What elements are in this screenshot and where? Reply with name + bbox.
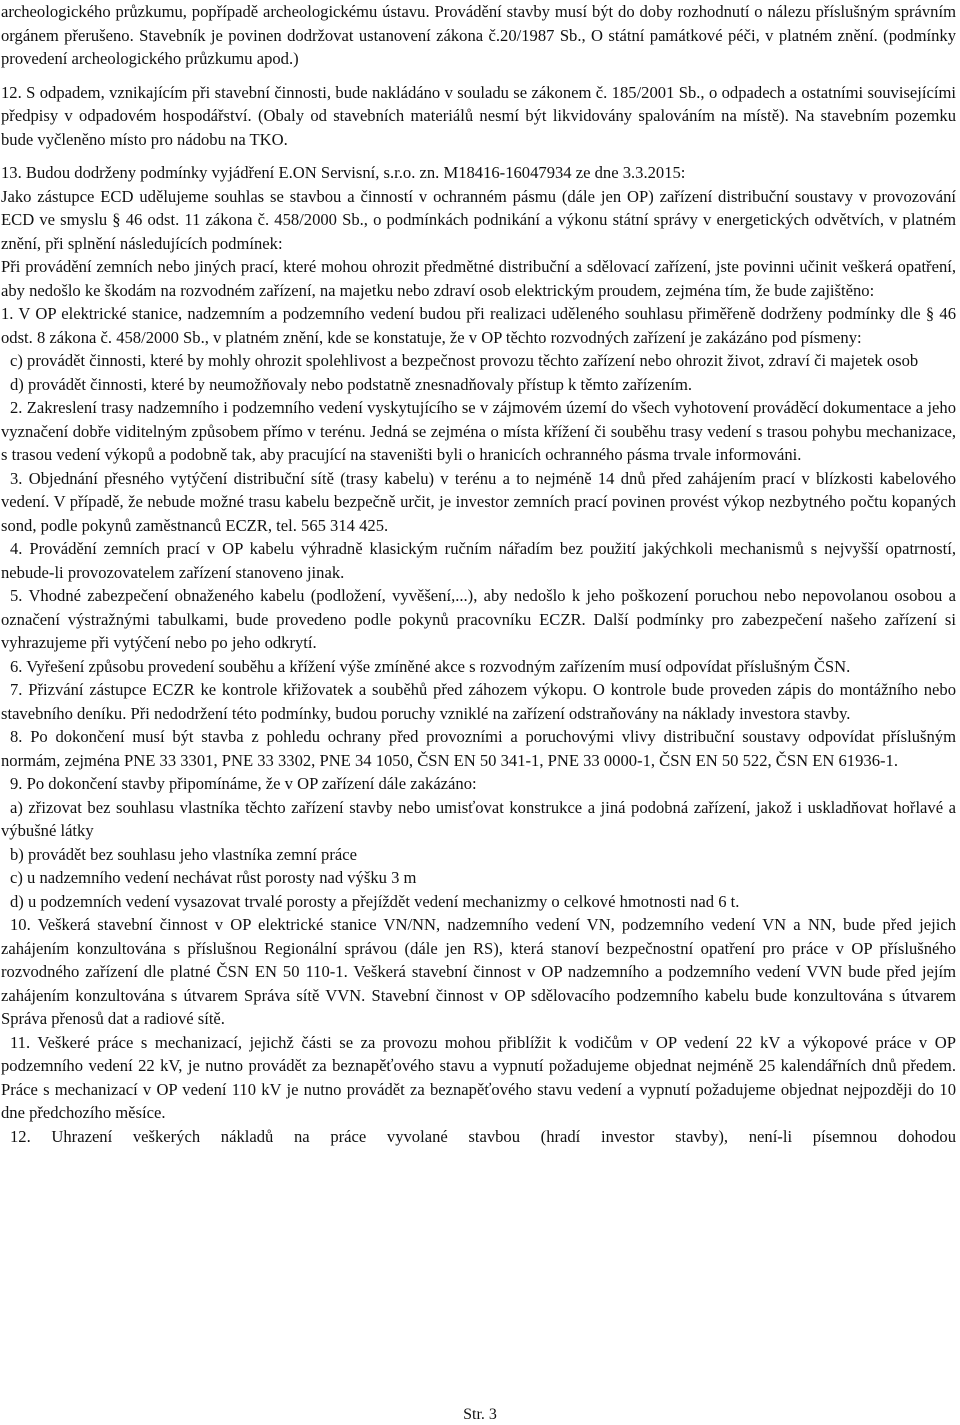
condition-13-general: Při provádění zemních nebo jiných prací, které mohou ohrozit předmětné distribuční a sdělovací zařízení, jste povinni učinit veškerá opatření, aby nedošlo ke škodám na rozvodném zařízení, na majetku nebo zdraví osob elektrickým proudem, zejména tím, že bude zajištěno: [1,257,956,300]
eon-condition-11: 11. Veškeré práce s mechanizací, jejichž části se za provozu mohou přiblížit k vodičům v OP vedení 22 kV a výkopové práce v OP podzemního vedení 22 kV, je nutno provádět za beznapěťového stavu a vypnutí požadujeme objednat nejméně 25 kalendářních dnů předem. Práce s mechanizací v OP vedení 110 kV je nutno provádět za beznapěťového stavu vedení a vypnutí požadujeme objednat nejpozději do 10 dne předchozího měsíce. [1,1032,956,1122]
eon-condition-2: 2. Zakreslení trasy nadzemního i podzemního vedení vyskytujícího se v zájmovém území do všech vyhotovení prováděcí dokumentace a jeho vyznačení dobře viditelným způsobem přímo v terénu. Jedná se zejména o místa křížení či souběhu trasy vedení s trasou pohybu mechanizace, s trasou vedení výkopů a podobně tak, aby pracující na staveništi byli o hranicích ochranného pásma trvale informováni. [1,398,956,464]
eon-condition-8: 8. Po dokončení musí být stavba z pohledu ochrany před provozními a poruchovými vlivy distribuční soustavy odpovídat příslušným normám, zejména PNE 33 3301, PNE 33 3302, PNE 34 1050, ČSN EN 50 341-1, PNE 33 0000-1, ČSN EN 50 522, ČSN EN 61936-1. [1,727,956,770]
eon-condition-9-b: b) provádět bez souhlasu jeho vlastníka zemní práce [10,844,357,864]
eon-condition-9-c: c) u nadzemního vedení nechávat růst porosty nad výšku 3 m [10,868,417,887]
intro-paragraph: archeologického průzkumu, popřípadě archeologickému ústavu. Provádění stavby musí být do doby rozhodnutí o nálezu příslušným správním orgánem přerušeno. Stavebník je povinen dodržovat ustanovení zákona č.20/1987 Sb., O státní památkové péči, v platném znění. (podmínky provedení archeologického průzkumu apod.) [1,2,956,68]
condition-13-intro: Jako zástupce ECD udělujeme souhlas se stavbou a činností v ochranném pásmu (dále jen OP) zařízení distribuční soustavy v provozování ECD ve smyslu § 46 odst. 11 zákona č. 458/2000 Sb., o podmínkách podnikání a výkonu státní správy v energetických odvětvích, v platném znění, při splnění následujících podmínek: [1,186,956,253]
condition-12: 12. S odpadem, vznikajícím při stavební činnosti, bude nakládáno v souladu se zákonem č. 185/2001 Sb., o odpadech a ostatními souvisejícími předpisy v odpadovém hospodářství. (Obaly od stavebních materiálů nesmí být likvidovány spalováním na místě). Na stavebním pozemku bude vyčleněno místo pro nádobu na TKO. [1,82,956,149]
eon-condition-1-d: d) provádět činnosti, které by neumožňovaly nebo podstatně znesnadňovaly přístup k těmto zařízením. [10,374,692,394]
eon-condition-1-c: c) provádět činnosti, které by mohly ohrozit spolehlivost a bezpečnost provozu těchto zařízení nebo ohrozit život, zdraví či majetek osob [10,351,919,370]
eon-condition-3: 3. Objednání přesného vytýčení distribuční sítě (trasy kabelu) v terénu a to nejméně 14 dnů před zahájením prací v blízkosti kabelového vedení. V případě, že nebude možné trasu kabelu bezpečně určit, je investor zemních prací povinen provést výkop nezbytného počtu kopaných sond, podle pokynů zaměstnanců ECZR, tel. 565 314 425. [1,468,956,535]
eon-condition-10: 10. Veškerá stavební činnost v OP elektrické stanice VN/NN, nadzemního vedení VN, podzemního vedení VN a NN, bude před jejich zahájením konzultována s příslušnou Regionální správou (dále jen RS), která stanoví bezpečnostní opatření pro práce v OP příslušného rozvodného zařízení dle platné ČSN EN 50 110-1. Veškerá stavební činnost v OP nadzemního a podzemního vedení VVN bude před jejím zahájením konzultována s útvarem Správa sítě VVN. Stavební činnost v OP sdělovacího podzemního kabelu bude konzultována s útvarem Správa přenosů dat a radiové sítě. [1,915,956,1028]
eon-condition-9-a: a) zřizovat bez souhlasu vlastníka těchto zařízení stavby nebo umisťovat konstrukce a jiná podobná zařízení, jakož i uskladňovat hořlavé a výbušné látky [1,797,956,840]
eon-condition-9-d: d) u podzemních vedení vysazovat trvalé porosty a přejíždět vedení mechanizmy o celkové hmotnosti nad 6 t. [10,891,740,911]
eon-condition-6: 6. Vyřešení způsobu provedení souběhu a křížení výše zmíněné akce s rozvodným zařízením musí odpovídat příslušným ČSN. [10,656,851,676]
eon-condition-1: 1. V OP elektrické stanice, nadzemním a podzemního vedení budou při realizaci uděleného souhlasu přiměřeně dodrženy podmínky dle § 46 odst. 8 zákona č. 458/2000 Sb., v platném znění, kde se konstatuje, že v OP těchto rozvodných zařízení je zakázáno pod písmeny: [1,304,956,347]
eon-condition-5: 5. Vhodné zabezpečení obnaženého kabelu (podložení, vyvěšení,...), aby nedošlo k jeho poškození poruchou nebo nepovolanou osobou a označení výstražnými tabulkami, bude provedeno podle pokynů pracovníku ECZR. Další podmínky pro zabezpečení našeho zařízení si vyhrazujeme při vytýčení nebo po jeho odkrytí. [1,586,956,652]
page-number: Str. 3 [463,1406,497,1423]
document-body [1,0,956,1172]
eon-condition-12: 12. Uhrazení veškerých nákladů na práce vyvolané stavbou (hradí investor stavby), není-li písemnou dohodou [10,1126,956,1146]
eon-condition-9: 9. Po dokončení stavby připomínáme, že v OP zařízení dále zakázáno: [10,774,477,793]
eon-condition-7: 7. Přizvání zástupce ECZR ke kontrole křižovatek a souběhů před záhozem výkopu. O kontrole bude proveden zápis do montážního nebo stavebního deníku. Při nedodržení této podmínky, budou poruchy vzniklé na zařízení odstraňovány na náklady investora stavby. [1,680,956,723]
eon-condition-4: 4. Provádění zemních prací v OP kabelu výhradně klasickým ručním nářadím bez použití jakýchkoli mechanismů s nejvyšší opatrností, nebude-li provozovatelem zařízení stanoveno jinak. [1,539,956,582]
condition-13-heading: 13. Budou dodrženy podmínky vyjádření E.ON Servisní, s.r.o. zn. M18416-16047934 ze dne 3.3.2015: [1,163,686,182]
